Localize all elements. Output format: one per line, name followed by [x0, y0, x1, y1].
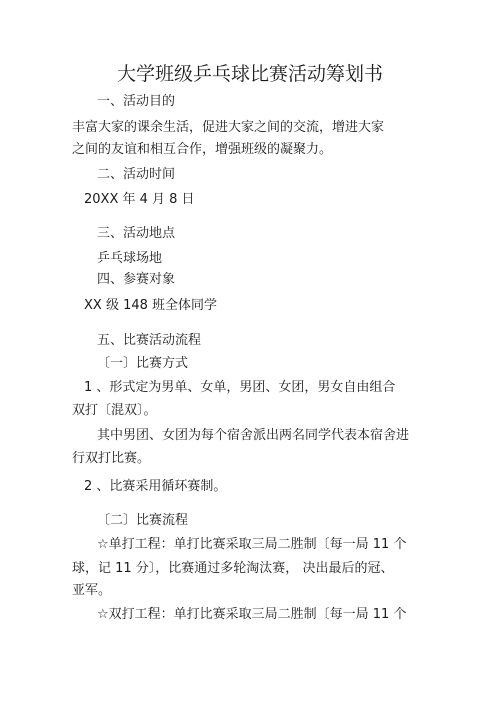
paragraph-line: 球，记 11 分〕，比赛通过多轮淘汰赛， 决出最后的冠、 — [72, 561, 394, 576]
paragraph-line: 亚军。 — [72, 583, 112, 598]
paragraph-line: 丰富大家的课余生活，促进大家之间的交流，增进大家 — [72, 120, 385, 135]
event-location: 乒乓球场地 — [97, 251, 163, 266]
paragraph-line: 其中男团、女团为每个宿舍派出两名同学代表本宿舍进 — [97, 428, 410, 443]
participants: XX 级 148 班全体同学 — [84, 298, 218, 313]
subsection-heading-format: 〔一〕比赛方式 — [97, 356, 189, 371]
paragraph-line: 之间的友谊和相互合作，增强班级的凝聚力。 — [72, 142, 333, 157]
section-heading-purpose: 一、活动目的 — [97, 94, 176, 109]
section-heading-time: 二、活动时间 — [97, 167, 176, 182]
paragraph-line: ☆双打工程：单打比赛采取三局二胜制〔每一局 11 个 — [97, 607, 407, 622]
paragraph-line: 双打〔混双〕。 — [72, 403, 157, 418]
section-heading-location: 三、活动地点 — [97, 226, 176, 241]
event-date: 20XX 年 4 月 8 日 — [84, 192, 195, 207]
document-title: 大学班级乒乓球比赛活动筹划书 — [116, 63, 383, 85]
section-heading-process: 五、比赛活动流程 — [97, 333, 202, 348]
paragraph-line: 1 、形式定为男单、女单，男团、女团，男女自由组合 — [84, 380, 396, 395]
section-heading-participants: 四、参赛对象 — [97, 272, 176, 287]
paragraph-line: 2 、比赛采用循环赛制。 — [84, 479, 227, 494]
subsection-heading-flow: 〔二〕比赛流程 — [97, 513, 189, 528]
paragraph-line: 行双打比赛。 — [72, 451, 151, 466]
paragraph-line: ☆单打工程：单打比赛采取三局二胜制〔每一局 11 个 — [97, 537, 407, 552]
